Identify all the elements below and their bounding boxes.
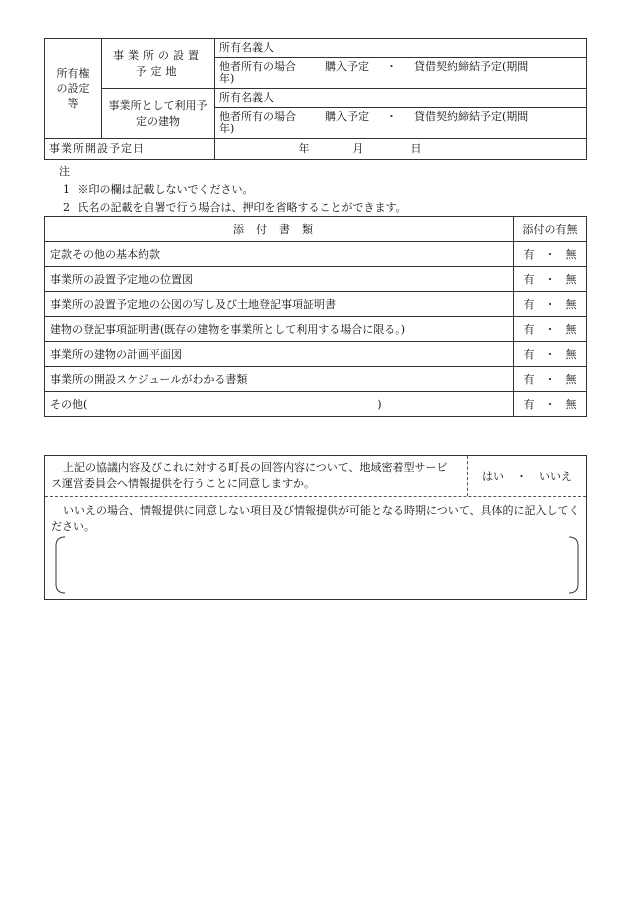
building-year-close: 年) xyxy=(219,122,235,135)
table-row xyxy=(45,392,587,417)
consent-no-option[interactable]: いいえ xyxy=(539,470,572,483)
building-purchase-option[interactable]: 購入予定 xyxy=(325,110,369,123)
no-option[interactable]: 無 xyxy=(565,348,577,361)
site-year-close: 年) xyxy=(219,72,235,85)
site-lease-option[interactable]: 貸借契約締結予定(期間 xyxy=(414,60,529,73)
site-other-owner-label: 他者所有の場合 xyxy=(219,60,296,73)
table-row xyxy=(45,342,587,367)
attachment-yn[interactable] xyxy=(514,317,587,342)
yes-option[interactable]: 有 xyxy=(523,398,535,411)
building-label-text: 事業所として利用予定の建物 xyxy=(108,98,208,128)
opening-date-label xyxy=(45,139,215,160)
site-purchase-option[interactable]: 購入予定 xyxy=(325,60,369,73)
opening-date-label-text: 事業所開設予定日 xyxy=(49,142,145,155)
no-option[interactable]: 無 xyxy=(565,273,577,286)
attachment-yn[interactable] xyxy=(514,392,587,417)
opening-day: 日 xyxy=(410,142,422,155)
consent-box xyxy=(44,455,587,600)
building-owner-field[interactable] xyxy=(215,89,587,108)
site-label xyxy=(102,39,215,89)
ownership-label-text: 所有権の設定等 xyxy=(56,67,90,110)
building-separator: ・ xyxy=(386,110,397,123)
ownership-table xyxy=(44,38,587,160)
attachment-item-label: 事業所の設置予定地の位置図 xyxy=(50,273,193,286)
other-item-field[interactable] xyxy=(45,392,514,417)
building-label xyxy=(102,89,215,139)
note-text: 氏名の記載を自署で行う場合は、押印を省略することができます。 xyxy=(77,201,407,214)
separator: ・ xyxy=(544,348,556,361)
attachment-item-label: 事業所の設置予定地の公図の写し及び土地登記事項証明書 xyxy=(50,298,336,311)
attachment-item-label: 建物の登記事項証明書(既存の建物を事業所として利用する場合に限る。) xyxy=(50,323,406,336)
bracket-input-area[interactable] xyxy=(55,536,579,594)
opening-date-field[interactable] xyxy=(215,139,587,160)
consent-question-row xyxy=(45,456,586,497)
no-option[interactable]: 無 xyxy=(565,373,577,386)
site-separator: ・ xyxy=(386,60,397,73)
attachment-yn[interactable] xyxy=(514,267,587,292)
note-number: 2 xyxy=(63,201,70,214)
opening-year: 年 xyxy=(298,142,310,155)
no-option[interactable]: 無 xyxy=(565,298,577,311)
note-text: ※印の欄は記載しないでください。 xyxy=(77,183,254,196)
note-item xyxy=(56,163,407,199)
no-option[interactable]: 無 xyxy=(565,398,577,411)
yes-option[interactable]: 有 xyxy=(523,323,535,336)
table-row xyxy=(45,317,587,342)
opening-month: 月 xyxy=(352,142,364,155)
attachment-item-label: 事業所の建物の計画平面図 xyxy=(50,348,182,361)
attachment-item-label: 定款その他の基本約款 xyxy=(50,248,160,261)
attachments-header-yn xyxy=(514,217,587,242)
table-row xyxy=(45,292,587,317)
attachments-header xyxy=(45,217,514,242)
attachments-table xyxy=(44,216,587,417)
notes xyxy=(56,163,407,217)
site-owner-field[interactable] xyxy=(215,39,587,58)
table-row xyxy=(45,367,587,392)
separator: ・ xyxy=(544,298,556,311)
note-item xyxy=(56,199,407,217)
separator: ・ xyxy=(544,323,556,336)
no-option[interactable]: 無 xyxy=(565,323,577,336)
consent-answer[interactable] xyxy=(467,456,586,496)
ownership-label xyxy=(45,39,102,139)
yes-option[interactable]: 有 xyxy=(523,298,535,311)
yes-option[interactable]: 有 xyxy=(523,348,535,361)
separator: ・ xyxy=(544,398,556,411)
attachment-yn[interactable] xyxy=(514,242,587,267)
yes-option[interactable]: 有 xyxy=(523,273,535,286)
separator: ・ xyxy=(544,248,556,261)
attachment-yn[interactable] xyxy=(514,367,587,392)
other-item-close: ) xyxy=(377,398,382,411)
separator: ・ xyxy=(544,273,556,286)
table-row xyxy=(45,242,587,267)
building-owner-label: 所有名義人 xyxy=(219,91,274,104)
consent-instruction: いいえの場合、情報提供に同意しない項目及び情報提供が可能となる時期について、具体的に記入してください。 xyxy=(51,504,580,533)
no-option[interactable]: 無 xyxy=(565,248,577,261)
table-row xyxy=(45,267,587,292)
site-label-text: 事業所の設置予定地 xyxy=(113,48,203,78)
attachments-header-yn-text: 添付の有無 xyxy=(522,223,578,236)
yes-option[interactable]: 有 xyxy=(523,248,535,261)
attachment-item-label: 事業所の開設スケジュールがわかる書類 xyxy=(50,373,248,386)
note-number: 注1 xyxy=(59,165,70,196)
consent-question: 上記の協議内容及びこれに対する町長の回答内容について、地域密着型サービス運営委員会へ情報提供を行うことに同意しますか。 xyxy=(51,461,448,490)
attachments-header-text: 添付書類 xyxy=(233,223,325,236)
consent-yes-option[interactable]: はい xyxy=(482,470,504,483)
attachment-yn[interactable] xyxy=(514,342,587,367)
site-other-owner-field[interactable] xyxy=(215,58,587,89)
yes-option[interactable]: 有 xyxy=(523,373,535,386)
building-other-owner-label: 他者所有の場合 xyxy=(219,110,296,123)
separator: ・ xyxy=(544,373,556,386)
consent-separator: ・ xyxy=(516,470,527,483)
site-owner-label: 所有名義人 xyxy=(219,41,274,54)
other-item-label: その他( xyxy=(50,398,88,411)
attachment-yn[interactable] xyxy=(514,292,587,317)
building-lease-option[interactable]: 貸借契約締結予定(期間 xyxy=(414,110,529,123)
building-other-owner-field[interactable] xyxy=(215,108,587,139)
